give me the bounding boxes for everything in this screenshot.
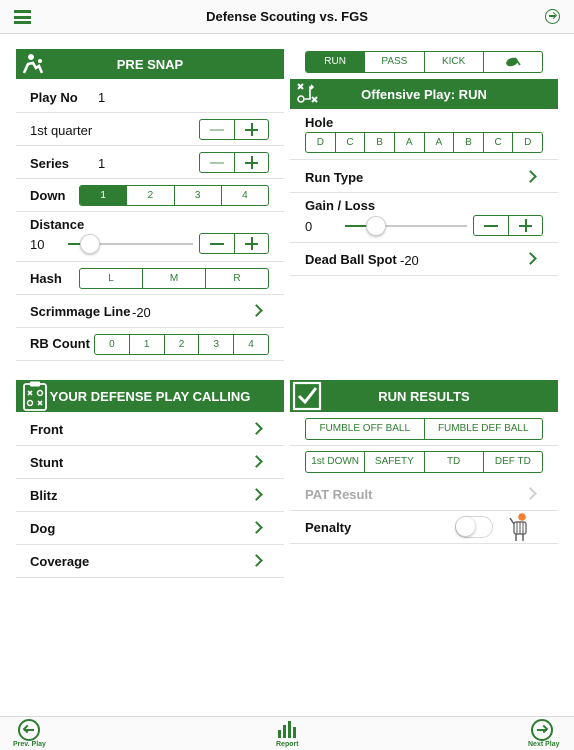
score-segment [305, 451, 543, 473]
play-no-label: Play No [30, 90, 78, 105]
quarter-stepper[interactable] [199, 119, 269, 140]
td-button[interactable]: TD [424, 452, 483, 472]
hole-row [290, 110, 558, 160]
prev-play-icon[interactable] [18, 719, 40, 741]
run-type-row[interactable] [290, 160, 558, 193]
chevron-right-icon[interactable] [250, 488, 263, 501]
defense-item-label: Dog [30, 521, 56, 536]
series-stepper[interactable] [199, 152, 269, 173]
series-minus-button[interactable] [200, 153, 234, 172]
penalty-label: Penalty [305, 520, 352, 535]
defense-header [16, 380, 284, 412]
chevron-right-icon[interactable] [524, 170, 537, 183]
quarter-plus-button[interactable] [234, 120, 269, 139]
defense-item-front[interactable] [16, 413, 284, 446]
hash-row [16, 262, 284, 295]
def-td-button[interactable]: DEF TD [483, 452, 542, 472]
hole-option[interactable]: A [394, 133, 424, 152]
rb-count-segment [94, 334, 269, 355]
series-value: 1 [98, 156, 106, 171]
rb-count-row [16, 328, 284, 361]
run-results-header [290, 380, 558, 412]
distance-stepper[interactable] [199, 233, 269, 254]
tab-kick[interactable]: KICK [424, 52, 483, 72]
distance-value: 10 [30, 237, 45, 252]
pat-result-row[interactable] [290, 478, 558, 511]
hash-option[interactable]: M [142, 269, 205, 288]
exit-icon[interactable] [545, 9, 560, 24]
scrimmage-value: -20 [132, 305, 151, 320]
quarter-value: 1st quarter [30, 123, 93, 138]
down-option[interactable]: 3 [174, 186, 221, 205]
quarter-row [16, 113, 284, 146]
defense-item-stunt[interactable] [16, 446, 284, 479]
hole-option[interactable]: A [424, 133, 454, 152]
hash-label: Hash [30, 271, 62, 286]
gain-loss-row [290, 193, 558, 243]
dead-ball-row[interactable] [290, 243, 558, 276]
report-label[interactable]: Report [276, 741, 299, 748]
chevron-right-icon[interactable] [250, 554, 263, 567]
scrimmage-label: Scrimmage Line [30, 304, 131, 319]
down-option[interactable]: 2 [126, 186, 173, 205]
pre-snap-header [16, 49, 284, 79]
offensive-play-header [290, 79, 558, 109]
divider [290, 445, 558, 446]
rb-count-label: RB Count [30, 336, 90, 351]
penalty-toggle[interactable] [455, 516, 493, 538]
chevron-right-icon[interactable] [250, 422, 263, 435]
down-row [16, 179, 284, 212]
first-down-button[interactable]: 1st DOWN [311, 456, 360, 467]
rb-count-option[interactable]: 3 [198, 335, 233, 354]
penalty-row [290, 511, 558, 544]
bottom-bar [0, 716, 574, 750]
toggle-knob [456, 517, 475, 536]
distance-plus-button[interactable] [234, 234, 269, 253]
defense-item-coverage[interactable] [16, 545, 284, 578]
gain-loss-slider-knob[interactable] [366, 216, 386, 236]
tab-other[interactable] [483, 52, 542, 72]
chevron-right-icon[interactable] [250, 521, 263, 534]
hole-option[interactable]: B [453, 133, 483, 152]
next-play-icon[interactable] [531, 719, 553, 741]
referee-icon[interactable] [509, 512, 529, 542]
distance-row [16, 212, 284, 262]
gain-loss-slider[interactable] [345, 216, 467, 236]
hash-segment [79, 268, 269, 289]
dead-ball-label: Dead Ball Spot [305, 252, 397, 267]
tab-run[interactable]: RUN [306, 52, 364, 72]
report-icon[interactable] [277, 719, 297, 739]
hole-option[interactable]: B [364, 133, 394, 152]
football-icon [505, 56, 521, 68]
gain-loss-stepper[interactable] [473, 215, 543, 236]
hole-option[interactable]: D [316, 137, 324, 148]
gain-loss-plus-button[interactable] [508, 216, 543, 235]
hash-option[interactable]: L [108, 273, 114, 284]
offensive-play-title: Offensive Play: RUN [361, 87, 487, 102]
prev-play-label[interactable]: Prev. Play [13, 741, 46, 748]
gain-loss-minus-button[interactable] [474, 216, 508, 235]
series-plus-button[interactable] [234, 153, 269, 172]
defense-item-label: Stunt [30, 455, 64, 470]
down-option[interactable]: 1 [80, 186, 126, 205]
distance-slider-knob[interactable] [80, 234, 100, 254]
dead-ball-value: -20 [400, 253, 419, 268]
fumble-def-ball-button[interactable]: FUMBLE DEF BALL [424, 419, 543, 439]
defense-item-label: Front [30, 422, 64, 437]
hole-option[interactable]: D [512, 133, 542, 152]
pre-snap-title: PRE SNAP [116, 57, 184, 72]
down-option[interactable]: 4 [221, 186, 268, 205]
fumble-segment [305, 418, 543, 440]
next-play-label[interactable]: Next Play [528, 741, 560, 748]
tab-pass[interactable]: PASS [364, 52, 423, 72]
top-bar [0, 0, 574, 34]
run-type-label: Run Type [305, 170, 364, 185]
chevron-right-icon[interactable] [250, 304, 263, 317]
page-title: Defense Scouting vs. FGS [206, 9, 368, 24]
quarter-minus-button[interactable] [200, 120, 234, 139]
defense-title: YOUR DEFENSE PLAY CALLING [49, 389, 251, 404]
defense-item-label: Coverage [30, 554, 90, 569]
gain-loss-value: 0 [305, 219, 313, 234]
fumble-off-ball-button[interactable]: FUMBLE OFF BALL [319, 423, 411, 434]
rb-count-option[interactable]: 2 [164, 335, 199, 354]
scrimmage-row[interactable] [16, 295, 284, 328]
hole-label: Hole [305, 115, 334, 130]
down-segment [79, 185, 269, 206]
play-no-row [16, 80, 284, 113]
gain-loss-label: Gain / Loss [305, 198, 376, 213]
chevron-right-icon[interactable] [250, 455, 263, 468]
hash-option[interactable]: R [205, 269, 268, 288]
distance-label: Distance [30, 217, 85, 232]
play-no-value: 1 [98, 90, 106, 105]
hole-option[interactable]: C [483, 133, 513, 152]
chevron-right-icon[interactable] [524, 252, 537, 265]
down-label: Down [30, 188, 66, 203]
series-row [16, 146, 284, 179]
series-label: Series [30, 156, 70, 171]
rb-count-option[interactable]: 4 [233, 335, 268, 354]
pat-result-label: PAT Result [305, 487, 373, 502]
defense-item-blitz[interactable] [16, 479, 284, 512]
distance-slider[interactable] [68, 234, 193, 254]
defense-item-dog[interactable] [16, 512, 284, 545]
chevron-right-icon[interactable] [524, 487, 537, 500]
hole-segment [305, 132, 543, 153]
distance-minus-button[interactable] [200, 234, 234, 253]
run-results-title: RUN RESULTS [378, 389, 470, 404]
defense-item-label: Blitz [30, 488, 58, 503]
rb-count-option[interactable]: 0 [109, 339, 115, 350]
hole-option[interactable]: C [335, 133, 365, 152]
safety-button[interactable]: SAFETY [364, 452, 423, 472]
play-type-tabs [305, 51, 543, 73]
rb-count-option[interactable]: 1 [129, 335, 164, 354]
